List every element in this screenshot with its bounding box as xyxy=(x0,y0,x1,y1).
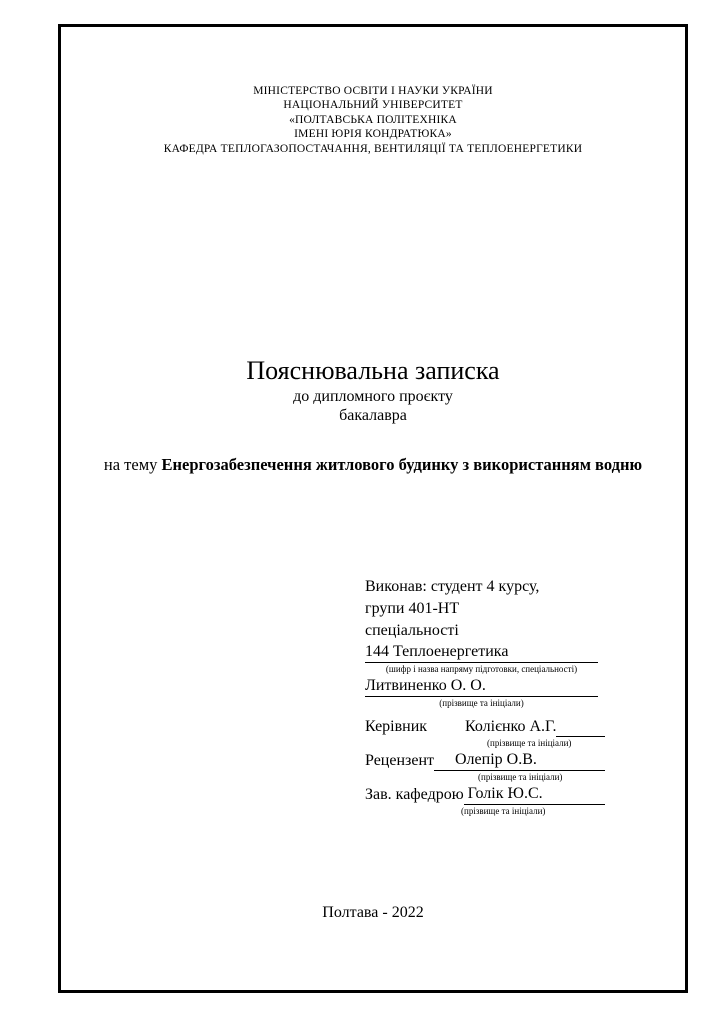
executor-line-student: Виконав: студент 4 курсу, xyxy=(365,578,540,595)
signatures-block xyxy=(365,717,605,818)
supervisor-row xyxy=(365,717,605,737)
department-head-role-label: Зав. кафедрою xyxy=(365,786,464,803)
header-university-name-line-1: «ПОЛТАВСЬКА ПОЛІТЕХНІКА xyxy=(289,113,457,126)
header-department-line: КАФЕДРА ТЕПЛОГАЗОПОСТАЧАННЯ, ВЕНТИЛЯЦІЇ ТА ТЕПЛОЕНЕРГЕТИКИ xyxy=(163,142,583,155)
document-title: Пояснювальна записка xyxy=(246,356,500,385)
supervisor-caption: (прізвище та ініціали) xyxy=(487,738,572,748)
topic-line xyxy=(61,455,685,475)
title-block xyxy=(61,355,685,425)
city-year-footer: Полтава - 2022 xyxy=(322,904,424,921)
specialty-field: 144 Теплоенергетика xyxy=(365,642,598,663)
reviewer-signature-line xyxy=(434,750,605,771)
reviewer-role-label: Рецензент xyxy=(365,752,434,769)
topic-prefix: на тему xyxy=(103,455,158,474)
page-border xyxy=(58,24,688,993)
executor-block xyxy=(365,576,598,710)
reviewer-row xyxy=(365,750,605,771)
department-head-signature-line xyxy=(464,784,605,805)
specialty-field-caption: (шифр і назва напряму підготовки, спеціальності) xyxy=(385,664,578,674)
document-subtitle-degree: бакалавра xyxy=(339,407,407,424)
document-subtitle-project: до дипломного проєкту xyxy=(293,388,453,405)
header-ministry-line: МІНІСТЕРСТВО ОСВІТИ І НАУКИ УКРАЇНИ xyxy=(253,85,493,97)
supervisor-role-label: Керівник xyxy=(365,718,428,735)
topic-title: Енергозабезпечення житлового будинку з використанням водню xyxy=(161,455,643,474)
reviewer-name: Олепір О.В. xyxy=(455,751,537,768)
supervisor-signature-line xyxy=(556,717,605,737)
header-university-name-line-2: ІМЕНІ ЮРІЯ КОНДРАТЮКА» xyxy=(294,128,452,141)
department-head-caption: (прізвище та ініціали) xyxy=(461,806,546,816)
department-head-row xyxy=(365,784,605,805)
executor-line-group: групи 401-НТ xyxy=(365,600,460,617)
student-name-caption: (прізвище та ініціали) xyxy=(439,698,524,708)
header-university-line: НАЦІОНАЛЬНИЙ УНІВЕРСИТЕТ xyxy=(283,99,463,112)
university-header xyxy=(61,84,685,156)
executor-line-specialty-label: спеціальності xyxy=(365,622,459,639)
reviewer-caption: (прізвище та ініціали) xyxy=(478,772,563,782)
student-name-field: Литвиненко О. О. xyxy=(365,676,598,697)
supervisor-name: Колієнко А.Г. xyxy=(465,718,557,735)
department-head-name: Голік Ю.С. xyxy=(467,785,543,802)
